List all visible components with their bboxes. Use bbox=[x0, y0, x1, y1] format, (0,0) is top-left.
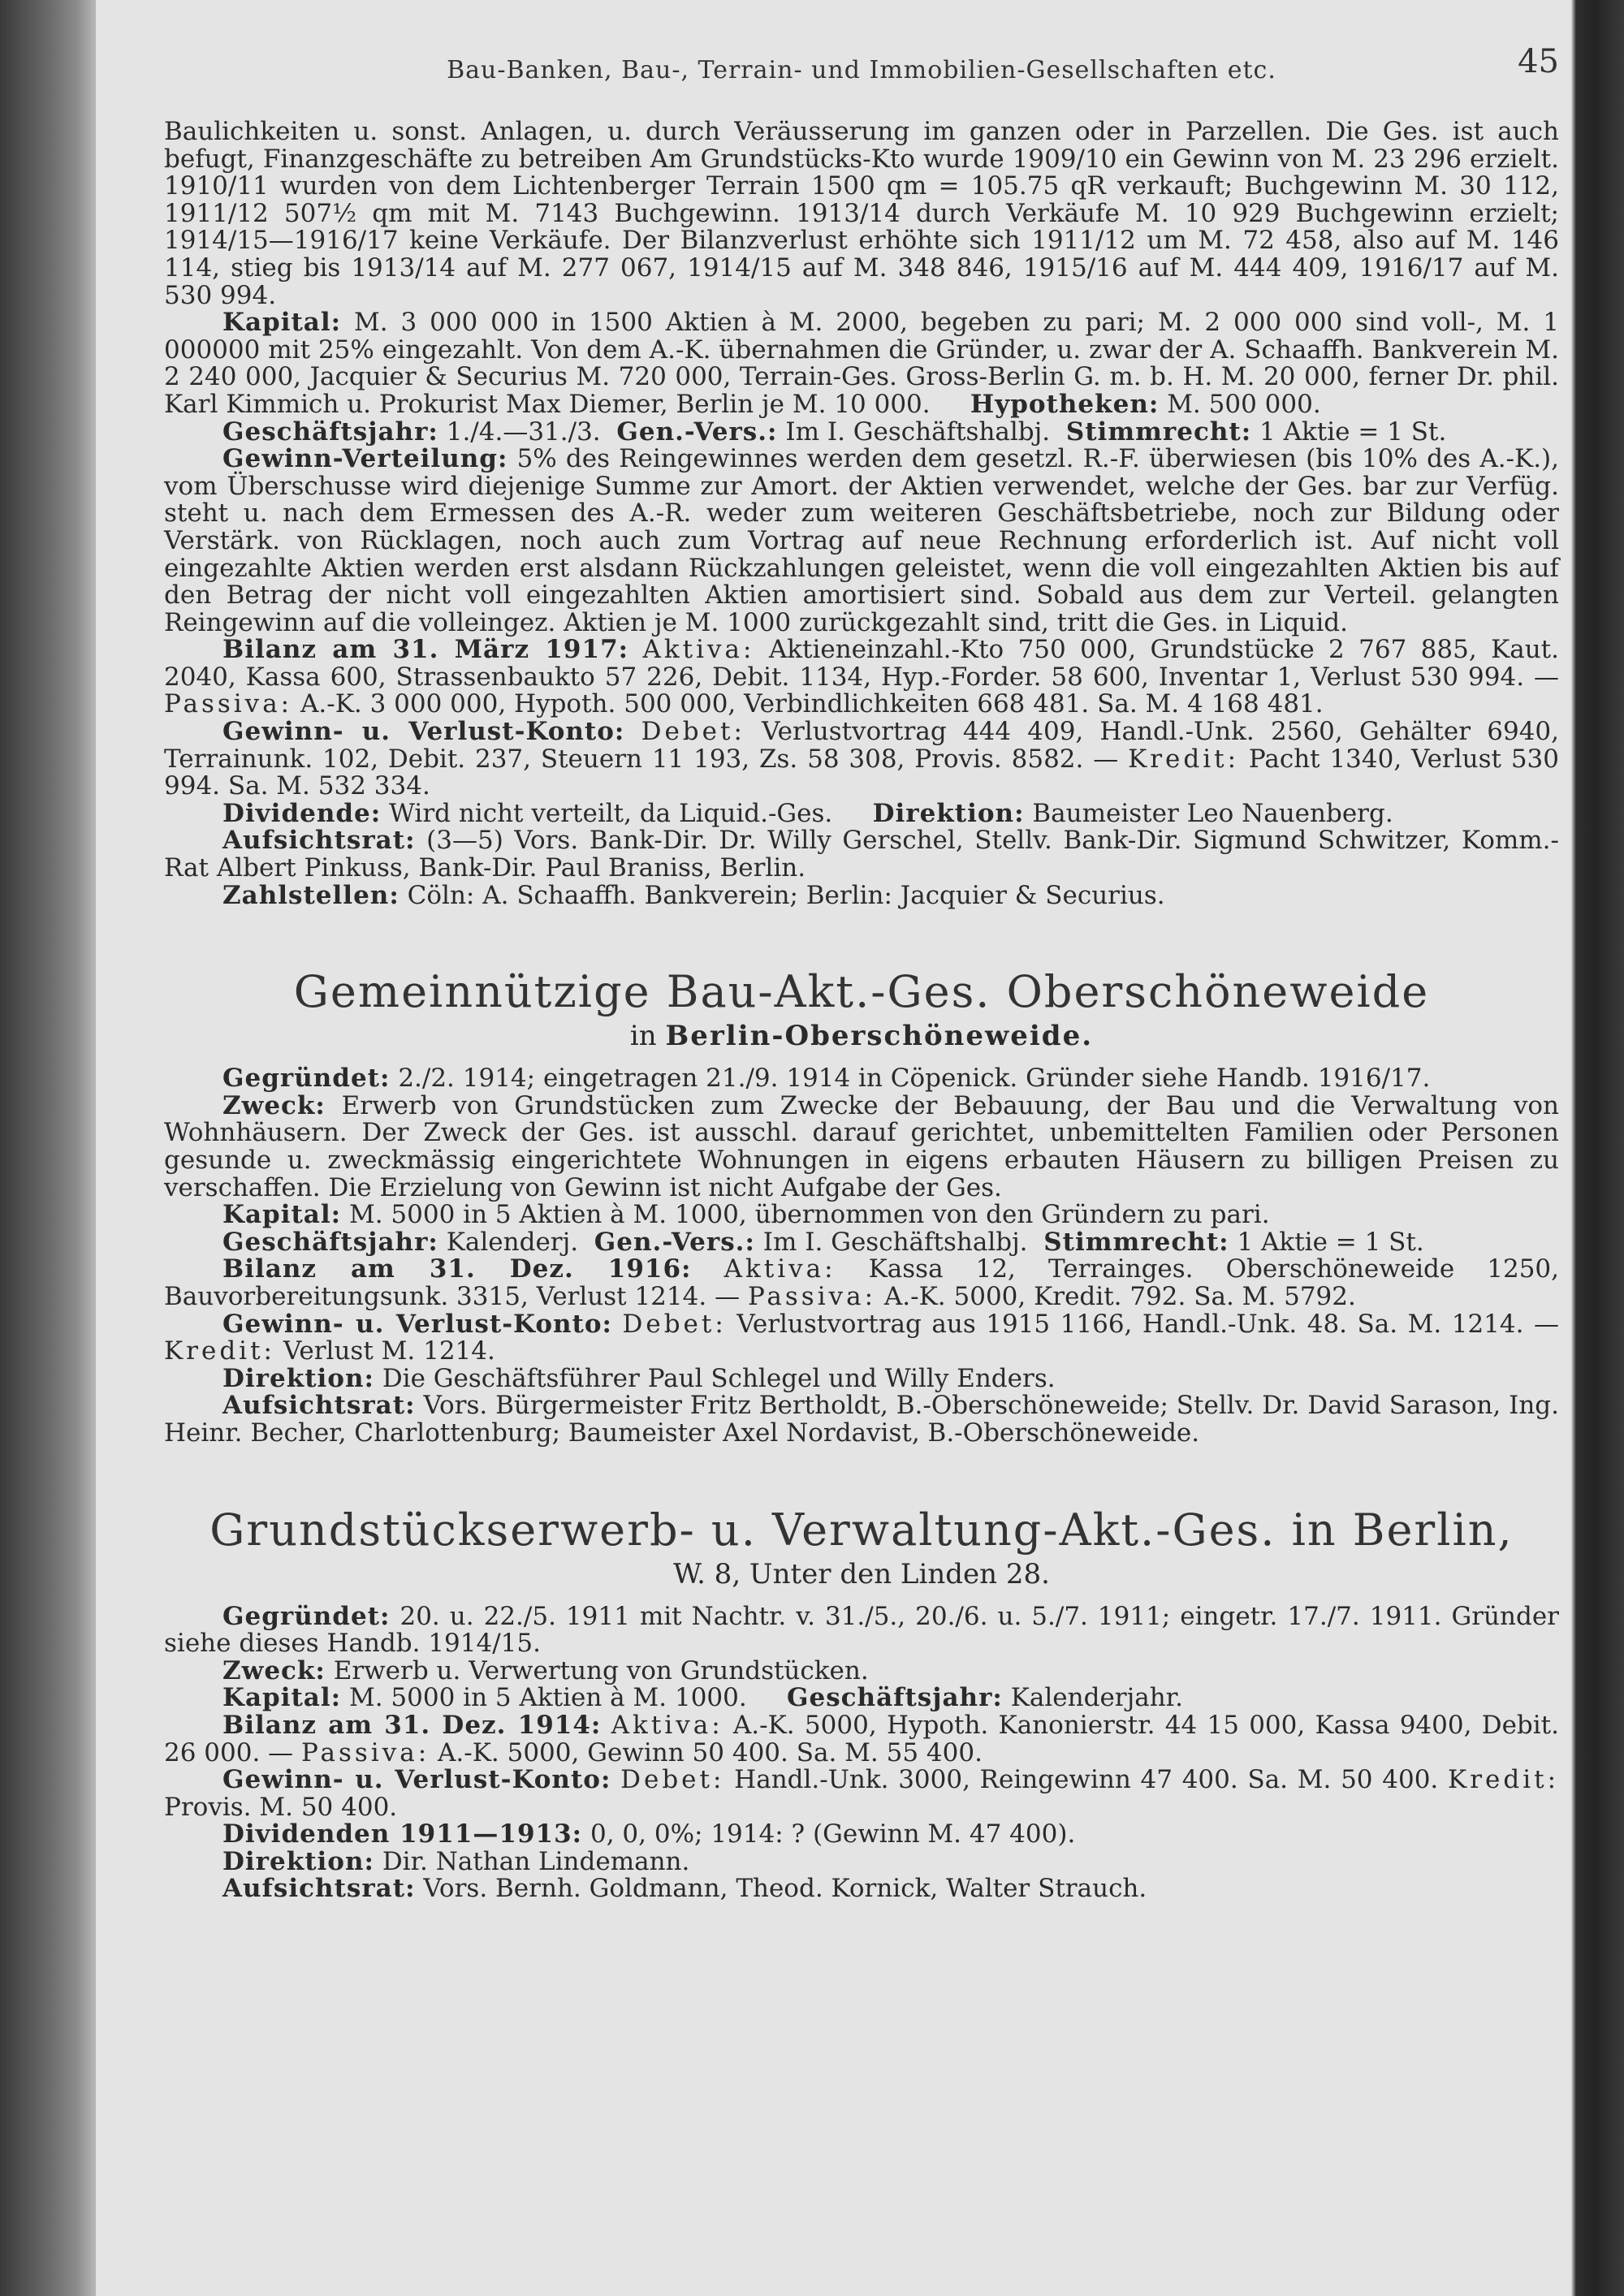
entry2-gegruendet: Gegründet: 2./2. 1914; eingetragen 21./9. 1914 in Cöpenick. Gründer siehe Handb. 1916/17. bbox=[222, 1064, 1431, 1094]
entry2-kapital: Kapital: M. 5000 in 5 Aktien à M. 1000, übernommen von den Gründern zu pari. bbox=[222, 1200, 1270, 1230]
entry3-aufsichtsrat: Aufsichtsrat: Vors. Bernh. Goldmann, Theod. Kornick, Walter Strauch. bbox=[222, 1874, 1147, 1904]
entry1-guv: Gewinn- u. Verlust-Konto: Debet: Verlustvortrag 444 409, Handl.-Unk. 2560, Gehälter 6940, Terrainunk. 102, Debit. 237, Steuern 11 193, Zs. 58 308, Provis. 8582. — Kredit: Pacht 1340, Verlust 530 994. Sa. M. 532 334. bbox=[164, 717, 1560, 801]
entry3-guv: Gewinn- u. Verlust-Konto: Debet: Handl.-Unk. 3000, Reingewinn 47 400. Sa. M. 50 400. Kredit: Provis. M. 50 400. bbox=[164, 1765, 1560, 1822]
entry-gemeinnuetzige bbox=[164, 966, 1559, 1447]
kapital-label: Kapital: bbox=[222, 308, 342, 338]
scan-left-edge bbox=[0, 0, 96, 2296]
company-address: W. 8, Unter den Linden 28. bbox=[673, 1557, 1050, 1590]
scan-right-edge bbox=[1571, 0, 1624, 2296]
entry1-aufsichtsrat: Aufsichtsrat: (3—5) Vors. Bank-Dir. Dr. Willy Gerschel, Stellv. Bank-Dir. Sigmund Schwitzer, Komm.-Rat Albert Pinkuss, Bank-Dir. Paul Braniss, Berlin. bbox=[164, 826, 1559, 883]
entry2-zweck: Zweck: Erwerb von Grundstücken zum Zwecke der Bebauung, der Bau und die Verwaltung von Wohnhäusern. Der Zweck der Ges. ist ausschl. darauf gerichtet, unbemittelten Familien oder Personen gesunde u. zweckmässig eingerichtete Wohnungen in eigens erbauten Häusern zu billigen Preisen zu verschaffen. Die Erzielung von Gewinn ist nicht Aufgabe der Ges. bbox=[164, 1090, 1559, 1202]
entry1-geschaeftsjahr: Geschäftsjahr: 1./4.—31./3. Gen.-Vers.: Im I. Geschäftshalbj. Stimmrecht: 1 Aktie = 1 St. bbox=[222, 416, 1447, 447]
entry2-bilanz: Bilanz am 31. Dez. 1916: Aktiva: Kassa 12, Terrainges. Oberschöneweide 1250, Bauvorbereitungsunk. 3315, Verlust 1214. — Passiva: A.-K. 5000, Kredit. 792. Sa. M. 5792. bbox=[164, 1254, 1559, 1311]
entry1-gewinnverteilung: Gewinn-Verteilung: 5% des Reingewinnes werden dem gesetzl. R.-F. überwiesen (bis 10% des A.-K.), vom Überschusse wird diejenige Summe zur Amort. der Aktien verwendet, welche der Ges. bar zur Verfüg. steht u. nach dem Ermessen des A.-R. weder zum weiteren Geschäftsbetriebe, noch zur Bildung oder Verstärk. von Rücklagen, noch auch zum Vortrag auf neue Rechnung erforderlich ist. Auf nicht voll eingezahlte Aktien werden erst alsdann Rückzahlungen geleistet, wenn die voll eingezahlten Aktien bis auf den Betrag der nicht voll eingezahlten Aktien amortisiert sind. Sobald aus dem zur Verteil. gelangten Reingewinn auf die volleingez. Aktien je M. 1000 zurückgezahlt sind, tritt die Ges. in Liquid. bbox=[164, 444, 1559, 637]
company-location: in Berlin-Oberschöneweide. bbox=[629, 1020, 1094, 1053]
company-title: Gemeinnützige Bau-Akt.-Ges. Oberschöneweide bbox=[293, 966, 1430, 1018]
entry2-direktion: Direktion: Die Geschäftsführer Paul Schlegel und Willy Enders. bbox=[222, 1363, 1056, 1393]
entry1-kapital: Kapital: M. 3 000 000 in 1500 Aktien à M. 2000, begeben zu pari; M. 2 000 000 sind voll-, M. 1 000000 mit 25% eingezahlt. Von dem A.-K. übernahmen die Gründer, u. zwar der A. Schaaffh. Bankverein M. 2 240 000, Jacquier & Securius M. 720 000, Terrain-Ges. Gross-Berlin G. m. b. H. M. 20 000, ferner Dr. phil. Karl Kimmich u. Prokurist Max Diemer, Berlin je M. 10 000. Hypotheken: M. 500 000. bbox=[164, 308, 1559, 419]
entry2-geschaeftsjahr: Geschäftsjahr: Kalenderj. Gen.-Vers.: Im I. Geschäftshalbj. Stimmrecht: 1 Aktie = 1 St. bbox=[222, 1227, 1424, 1257]
document-page bbox=[96, 0, 1571, 2296]
company-title: Grundstückserwerb- u. Verwaltung-Akt.-Ges. in Berlin, bbox=[209, 1504, 1514, 1556]
page-content bbox=[164, 43, 1560, 1904]
entry-grundstueckserwerb bbox=[164, 1504, 1559, 1904]
running-head-title: Bau-Banken, Bau-, Terrain- und Immobilien-Gesellschaften etc. bbox=[447, 56, 1276, 84]
entry3-kapital: Kapital: M. 5000 in 5 Aktien à M. 1000. Geschäftsjahr: Kalenderjahr. bbox=[222, 1683, 1183, 1713]
hypotheken-label: Hypotheken: bbox=[970, 389, 1160, 419]
entry2-aufsichtsrat: Aufsichtsrat: Vors. Bürgermeister Fritz Bertholdt, B.-Oberschöneweide; Stellv. Dr. David Sarason, Ing. Heinr. Becher, Charlottenburg; Baumeister Axel Nordavist, B.-Oberschöneweide. bbox=[164, 1391, 1559, 1448]
entry3-zweck: Zweck: Erwerb u. Verwertung von Grundstücken. bbox=[222, 1655, 869, 1685]
entry1-intro: Baulichkeiten u. sonst. Anlagen, u. durch Veräusserung im ganzen oder in Parzellen. Die Ges. ist auch befugt, Finanzgeschäfte zu betreiben Am Grundstücks-Kto wurde 1909/10 ein Gewinn von M. 23 296 erzielt. 1910/11 wurden von dem Lichtenberger Terrain 1500 qm = 105.75 qR verkauft; Buchgewinn M. 30 112, 1911/12 507½ qm mit M. 7143 Buchgewinn. 1913/14 durch Verkäufe M. 10 929 Buchgewinn erzielt; 1914/15—1916/17 keine Verkäufe. Der Bilanzverlust erhöhte sich 1911/12 um M. 72 458, also auf M. 146 114, stieg bis 1913/14 auf M. 277 067, 1914/15 auf M. 348 846, 1915/16 auf M. 444 409, 1916/17 auf M. 530 994. bbox=[164, 117, 1559, 310]
entry-continued bbox=[164, 119, 1559, 909]
entry1-zahlstellen: Zahlstellen: Cöln: A. Schaaffh. Bankverein; Berlin: Jacquier & Securius. bbox=[222, 880, 1165, 910]
entry3-dividenden: Dividenden 1911—1913: 0, 0, 0%; 1914: ? (Gewinn M. 47 400). bbox=[222, 1819, 1076, 1849]
entry3-bilanz: Bilanz am 31. Dez. 1914: Aktiva: A.-K. 5000, Hypoth. Kanonierstr. 44 15 000, Kassa 9400, Debit. 26 000. — Passiva: A.-K. 5000, Gewinn 50 400. Sa. M. 55 400. bbox=[164, 1710, 1559, 1767]
entry1-dividende: Dividende: Wird nicht verteilt, da Liquid.-Ges. Direktion: Baumeister Leo Nauenberg. bbox=[222, 798, 1393, 828]
page-number: 45 bbox=[1518, 43, 1559, 80]
entry3-gegruendet: Gegründet: 20. u. 22./5. 1911 mit Nachtr. v. 31./5., 20./6. u. 5./7. 1911; eingetr. 17./7. 1911. Gründer siehe dieses Handb. 1914/15. bbox=[164, 1601, 1559, 1659]
entry1-bilanz: Bilanz am 31. März 1917: Aktiva: Aktieneinzahl.-Kto 750 000, Grundstücke 2 767 885, Kaut. 2040, Kassa 600, Strassenbaukto 57 226, Debit. 1134, Hyp.-Forder. 58 600, Inventar 1, Verlust 530 994. — Passiva: A.-K. 3 000 000, Hypoth. 500 000, Verbindlichkeiten 668 481. Sa. M. 4 168 481. bbox=[164, 635, 1559, 719]
entry2-guv: Gewinn- u. Verlust-Konto: Debet: Verlustvortrag aus 1915 1166, Handl.-Unk. 48. Sa. M. 1214. — Kredit: Verlust M. 1214. bbox=[164, 1309, 1559, 1366]
entry3-direktion: Direktion: Dir. Nathan Lindemann. bbox=[222, 1846, 690, 1876]
running-head bbox=[164, 43, 1559, 94]
